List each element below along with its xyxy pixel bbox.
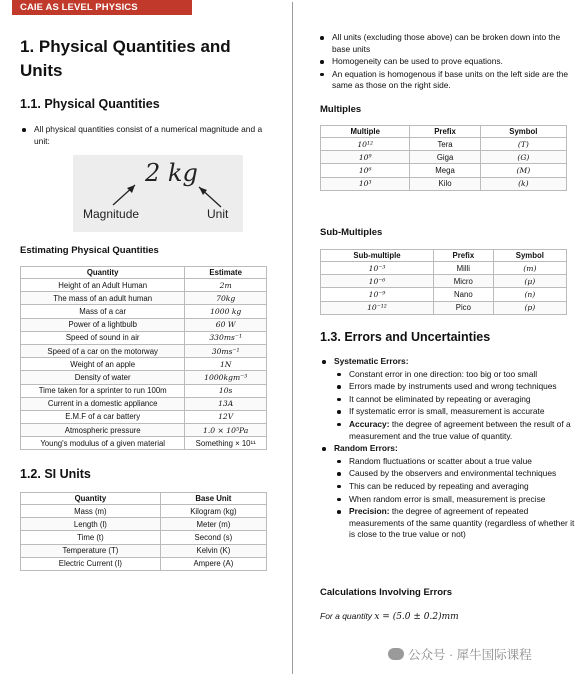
table-cell: (M) xyxy=(480,164,566,177)
table-row xyxy=(21,410,267,423)
list-item: It cannot be eliminated by repeating or averaging xyxy=(320,394,582,406)
table-cell: Speed of sound in air xyxy=(21,331,185,344)
table-cell: Kilogram (kg) xyxy=(160,505,266,518)
subject-banner: CAIE AS LEVEL PHYSICS xyxy=(12,0,192,15)
magnitude-label: Magnitude xyxy=(83,207,140,221)
table-cell: 10⁻¹² xyxy=(321,301,434,314)
table-cell: Kilo xyxy=(410,177,480,190)
table-row xyxy=(321,151,567,164)
table-cell: 10⁻³ xyxy=(321,262,434,275)
table-cell: 330ms⁻¹ xyxy=(185,331,267,344)
table-row xyxy=(21,518,267,531)
column-header: Estimate xyxy=(185,267,267,279)
page-title: 1. Physical Quantities and Units xyxy=(20,37,231,80)
table-cell: E.M.F of a car battery xyxy=(21,410,185,423)
calculation-prefix: For a quantity xyxy=(320,611,372,621)
table-cell: Meter (m) xyxy=(160,518,266,531)
list-item: Caused by the observers and environmental techniques xyxy=(320,468,582,480)
formula-2kg: 2 kg xyxy=(145,159,198,187)
table-cell: (p) xyxy=(493,301,566,314)
table-cell: 30ms⁻¹ xyxy=(185,344,267,357)
table-cell: (n) xyxy=(493,288,566,301)
column-header: Multiple xyxy=(321,126,410,138)
list-item-random: Random Errors: xyxy=(320,443,582,455)
table-cell: 10³ xyxy=(321,177,410,190)
list-item-precision xyxy=(320,506,582,541)
table-cell: 12V xyxy=(185,410,267,423)
table-cell: Atmospheric pressure xyxy=(21,424,185,437)
list-item: Homogeneity can be used to prove equations. xyxy=(318,56,578,68)
multiples-heading: Multiples xyxy=(320,104,362,115)
table-cell: Density of water xyxy=(21,371,185,384)
table-cell: Something × 10¹¹ xyxy=(185,437,267,450)
table-cell: Kelvin (K) xyxy=(160,544,266,557)
table-row xyxy=(21,397,267,410)
table-cell: 70kg xyxy=(185,292,267,305)
calculation-example xyxy=(320,611,459,622)
table-row xyxy=(321,177,567,190)
table-cell: Tera xyxy=(410,138,480,151)
precision-term: Precision: xyxy=(349,506,390,517)
list-item: Random fluctuations or scatter about a true value xyxy=(320,456,582,468)
table-cell: 10s xyxy=(185,384,267,397)
table-cell: Young's modulus of a given material xyxy=(21,437,185,450)
section-heading-si-units: 1.2. SI Units xyxy=(20,467,91,481)
accuracy-text: the degree of agreement between the result of a measurement and the true value of quantity. xyxy=(349,418,571,441)
calculation-formula: x = (5.0 ± 0.2)mm xyxy=(374,612,459,622)
column-header: Quantity xyxy=(21,267,185,279)
table-cell: 2m xyxy=(185,279,267,292)
table-cell: Pico xyxy=(433,301,493,314)
table-row xyxy=(321,164,567,177)
accuracy-term: Accuracy: xyxy=(349,418,390,429)
list-item: An equation is homogenous if base units on the left side are the same as those on the right side. xyxy=(318,69,578,92)
watermark-text: 公众号 · 犀牛国际课程 xyxy=(408,648,532,662)
wechat-icon xyxy=(388,648,404,660)
table-cell: 10⁶ xyxy=(321,164,410,177)
table-cell: Speed of a car on the motorway xyxy=(21,344,185,357)
column-header: Prefix xyxy=(410,126,480,138)
table-row xyxy=(21,344,267,357)
column-header: Symbol xyxy=(493,250,566,262)
si-units-table xyxy=(20,492,267,571)
table-cell: Second (s) xyxy=(160,531,266,544)
table-cell: Giga xyxy=(410,151,480,164)
table-cell: 13A xyxy=(185,397,267,410)
table-row xyxy=(321,138,567,151)
table-cell: (k) xyxy=(480,177,566,190)
table-row xyxy=(321,288,567,301)
multiples-table xyxy=(320,125,567,191)
table-cell: (μ) xyxy=(493,275,566,288)
table-row xyxy=(321,275,567,288)
table-cell: 1.0 × 10⁵Pa xyxy=(185,424,267,437)
table-cell: 1000kgm⁻³ xyxy=(185,371,267,384)
errors-bullets xyxy=(320,356,582,542)
column-header: Symbol xyxy=(480,126,566,138)
table-cell: 1000 kg xyxy=(185,305,267,318)
table-row xyxy=(321,301,567,314)
list-item: All units (excluding those above) can be broken down into the base units xyxy=(318,32,578,55)
table-header-row xyxy=(21,493,267,505)
column-header: Prefix xyxy=(433,250,493,262)
submultiples-heading: Sub-Multiples xyxy=(320,227,383,238)
list-item: Errors made by instruments used and wrong techniques xyxy=(320,381,582,393)
table-cell: Mega xyxy=(410,164,480,177)
calculations-heading: Calculations Involving Errors xyxy=(320,587,452,598)
homogeneity-bullets xyxy=(318,32,578,93)
table-row xyxy=(21,531,267,544)
magnitude-unit-figure xyxy=(73,155,243,232)
table-cell: (m) xyxy=(493,262,566,275)
list-item-accuracy xyxy=(320,419,582,442)
table-cell: Height of an Adult Human xyxy=(21,279,185,292)
table-cell: 60 W xyxy=(185,318,267,331)
section-heading-errors: 1.3. Errors and Uncertainties xyxy=(320,330,491,344)
list-item: This can be reduced by repeating and averaging xyxy=(320,481,582,493)
table-cell: Time (t) xyxy=(21,531,161,544)
table-cell: 10⁻⁶ xyxy=(321,275,434,288)
list-item: Constant error in one direction: too big or too small xyxy=(320,369,582,381)
table-cell: 10⁹ xyxy=(321,151,410,164)
table-row xyxy=(21,437,267,450)
table-cell: Electric Current (I) xyxy=(21,557,161,570)
submultiples-table xyxy=(320,249,567,315)
table-row xyxy=(21,371,267,384)
table-cell: Nano xyxy=(433,288,493,301)
table-row xyxy=(21,305,267,318)
table-cell: 10⁻⁹ xyxy=(321,288,434,301)
table-row xyxy=(21,279,267,292)
list-item: If systematic error is small, measurement is accurate xyxy=(320,406,582,418)
precision-text: the degree of agreement of repeated measurements of the same quantity (regardless of whether it is close to the true value or not) xyxy=(349,506,575,540)
table-cell: 10¹² xyxy=(321,138,410,151)
table-cell: Ampere (A) xyxy=(160,557,266,570)
table-cell: (T) xyxy=(480,138,566,151)
unit-label: Unit xyxy=(207,207,229,221)
table-row xyxy=(21,331,267,344)
table-cell: Mass (m) xyxy=(21,505,161,518)
table-cell: Power of a lightbulb xyxy=(21,318,185,331)
table-header-row xyxy=(321,126,567,138)
table-row xyxy=(21,384,267,397)
table-header-row xyxy=(21,267,267,279)
table-cell: Temperature (T) xyxy=(21,544,161,557)
estimating-table xyxy=(20,266,267,450)
table-row xyxy=(21,318,267,331)
table-row xyxy=(321,262,567,275)
column-header: Quantity xyxy=(21,493,161,505)
table-row xyxy=(21,505,267,518)
column-header: Base Unit xyxy=(160,493,266,505)
watermark xyxy=(388,645,532,663)
table-cell: Micro xyxy=(433,275,493,288)
list-item-systematic: Systematic Errors: xyxy=(320,356,582,368)
table-cell: Mass of a car xyxy=(21,305,185,318)
table-row xyxy=(21,292,267,305)
table-cell: Length (l) xyxy=(21,518,161,531)
estimating-heading: Estimating Physical Quantities xyxy=(20,245,159,256)
table-cell: Current in a domestic appliance xyxy=(21,397,185,410)
section-heading-physical-quantities: 1.1. Physical Quantities xyxy=(20,97,160,111)
list-item: When random error is small, measurement is precise xyxy=(320,494,582,506)
column-header: Sub-multiple xyxy=(321,250,434,262)
table-row xyxy=(21,424,267,437)
table-cell: (G) xyxy=(480,151,566,164)
list-item: All physical quantities consist of a numerical magnitude and a unit: xyxy=(20,124,270,147)
table-cell: The mass of an adult human xyxy=(21,292,185,305)
table-row xyxy=(21,544,267,557)
table-cell: 1N xyxy=(185,358,267,371)
physical-quantities-bullets xyxy=(20,124,270,148)
table-header-row xyxy=(321,250,567,262)
table-row xyxy=(21,557,267,570)
table-row xyxy=(21,358,267,371)
table-cell: Weight of an apple xyxy=(21,358,185,371)
table-cell: Milli xyxy=(433,262,493,275)
table-cell: Time taken for a sprinter to run 100m xyxy=(21,384,185,397)
column-divider xyxy=(292,2,293,674)
